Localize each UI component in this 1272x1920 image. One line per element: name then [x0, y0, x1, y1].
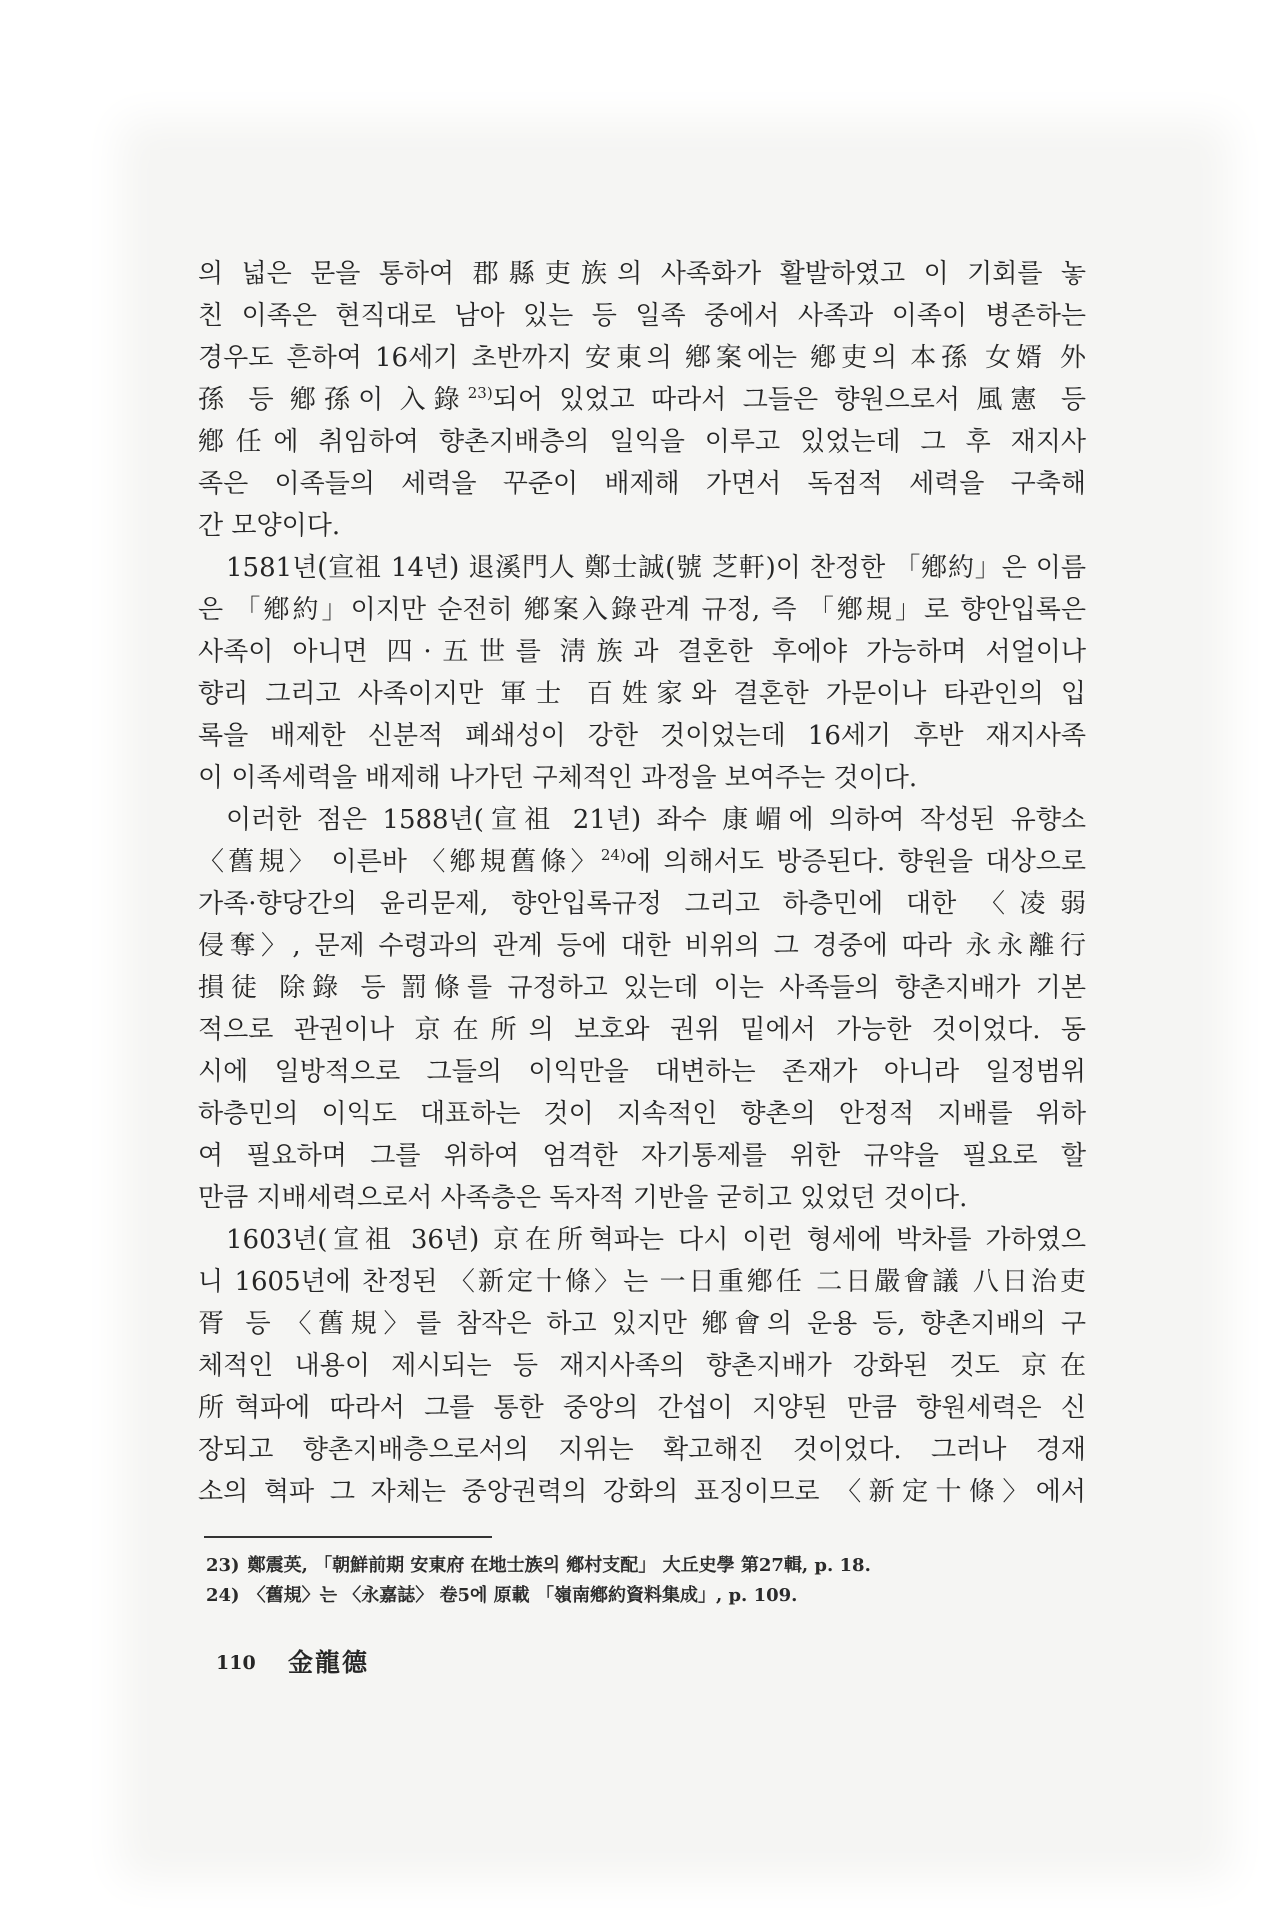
footnote-number: 23) — [206, 1555, 240, 1576]
line-text: 〈舊規〉 이른바 〈鄕規舊條〉 — [198, 847, 601, 877]
paragraph — [198, 1219, 1086, 1513]
body-line: 만큼 지배세력으로서 사족층은 독자적 기반을 굳히고 있었던 것이다. — [198, 1183, 968, 1213]
footnote-text: 〈舊規〉는 〈永嘉誌〉 卷5에 原載 「嶺南鄕約資料集成」, p. 109. — [247, 1585, 798, 1606]
body-line: 은 「鄕約」이지만 순전히 鄕案入錄관계 규정, 즉 「鄕規」로 향안입록은 — [198, 595, 1086, 625]
body-line: 가족·향당간의 윤리문제, 향안입록규정 그리고 하층민에 대한 〈凌弱 — [198, 889, 1086, 919]
body-line: 사족이 아니면 四·五世를 淸族과 결혼한 후에야 가능하며 서얼이나 — [198, 637, 1086, 667]
body-line — [198, 379, 1086, 421]
footnote — [206, 1551, 1086, 1581]
footnotes — [206, 1551, 1086, 1611]
body-line: 적으로 관권이나 京在所의 보호와 권위 밑에서 가능한 것이었다. 동 — [198, 1015, 1086, 1045]
paragraph — [198, 799, 1086, 1219]
body-line: 鄕任에 취임하여 향촌지배층의 일익을 이루고 있었는데 그 후 재지사 — [198, 427, 1086, 457]
line-text: 되어 있었고 따라서 그들은 향원으로서 風憲 등 — [492, 385, 1086, 415]
footnote-divider — [204, 1536, 492, 1538]
body-line: 경우도 흔하여 16세기 초반까지 安東의 鄕案에는 鄕吏의 本孫 女婿 外 — [198, 343, 1086, 373]
body-line: 1581년(宣祖 14년) 退溪門人 鄭士誠(號 芝軒)이 찬정한 「鄕約」은 이름 — [226, 553, 1086, 583]
body-line: 損徒 除錄 등 罰條를 규정하고 있는데 이는 사족들의 향촌지배가 기본 — [198, 973, 1086, 1003]
body-line: 의 넓은 문을 통하여 郡縣吏族의 사족화가 활발하였고 이 기회를 놓 — [198, 259, 1086, 289]
body-line: 所혁파에 따라서 그를 통한 중앙의 간섭이 지양된 만큼 향원세력은 신 — [198, 1393, 1086, 1423]
body-line: 1603년(宣祖 36년) 京在所혁파는 다시 이런 형세에 박차를 가하였으 — [226, 1225, 1086, 1255]
body-text — [198, 253, 1086, 1513]
body-line: 니 1605년에 찬정된 〈新定十條〉는 一日重鄕任 二日嚴會議 八日治吏 — [198, 1267, 1086, 1297]
body-line: 장되고 향촌지배층으로서의 지위는 확고해진 것이었다. 그러나 경재 — [198, 1435, 1086, 1465]
body-line: 胥 등 〈舊規〉를 참작은 하고 있지만 鄕會의 운용 등, 향촌지배의 구 — [198, 1309, 1086, 1339]
paragraph — [198, 547, 1086, 799]
body-line — [198, 841, 1086, 883]
running-author: 金龍德 — [288, 1648, 370, 1677]
footnote-text: 鄭震英, 「朝鮮前期 安東府 在地士族의 鄕村支配」 大丘史學 第27輯, p. 18. — [247, 1555, 871, 1576]
body-line: 체적인 내용이 제시되는 등 재지사족의 향촌지배가 강화된 것도 京在 — [198, 1351, 1086, 1381]
body-line: 족은 이족들의 세력을 꾸준이 배제해 가면서 독점적 세력을 구축해 — [198, 469, 1086, 499]
body-line: 여 필요하며 그를 위하여 엄격한 자기통제를 위한 규약을 필요로 할 — [198, 1141, 1086, 1171]
line-text: 孫 등 鄕孫이 入錄 — [198, 385, 468, 415]
body-line: 간 모양이다. — [198, 511, 341, 541]
footnote-ref: 23) — [467, 384, 493, 402]
body-line: 하층민의 이익도 대표하는 것이 지속적인 향촌의 안정적 지배를 위하 — [198, 1099, 1086, 1129]
footnote-number: 24) — [206, 1585, 240, 1606]
body-line: 록을 배제한 신분적 폐쇄성이 강한 것이었는데 16세기 후반 재지사족 — [198, 721, 1086, 751]
footnote — [206, 1581, 1086, 1611]
footnote-ref: 24) — [600, 846, 626, 864]
line-text: 에 의해서도 방증된다. 향원을 대상으로 — [625, 847, 1086, 877]
body-line: 소의 혁파 그 자체는 중앙권력의 강화의 표징이므로 〈新定十條〉에서 — [198, 1477, 1086, 1507]
page-number: 110 — [216, 1652, 256, 1674]
body-line: 이 이족세력을 배제해 나가던 구체적인 과정을 보여주는 것이다. — [198, 763, 918, 793]
body-line: 친 이족은 현직대로 남아 있는 등 일족 중에서 사족과 이족이 병존하는 — [198, 301, 1086, 331]
body-line: 시에 일방적으로 그들의 이익만을 대변하는 존재가 아니라 일정범위 — [198, 1057, 1086, 1087]
body-line: 侵奪〉, 문제 수령과의 관계 등에 대한 비위의 그 경중에 따라 永永離行 — [198, 931, 1086, 961]
body-line: 이러한 점은 1588년(宣祖 21년) 좌수 康嵋에 의하여 작성된 유향소 — [226, 805, 1086, 835]
body-line: 향리 그리고 사족이지만 軍士 百姓家와 결혼한 가문이나 타관인의 입 — [198, 679, 1086, 709]
paragraph — [198, 253, 1086, 547]
